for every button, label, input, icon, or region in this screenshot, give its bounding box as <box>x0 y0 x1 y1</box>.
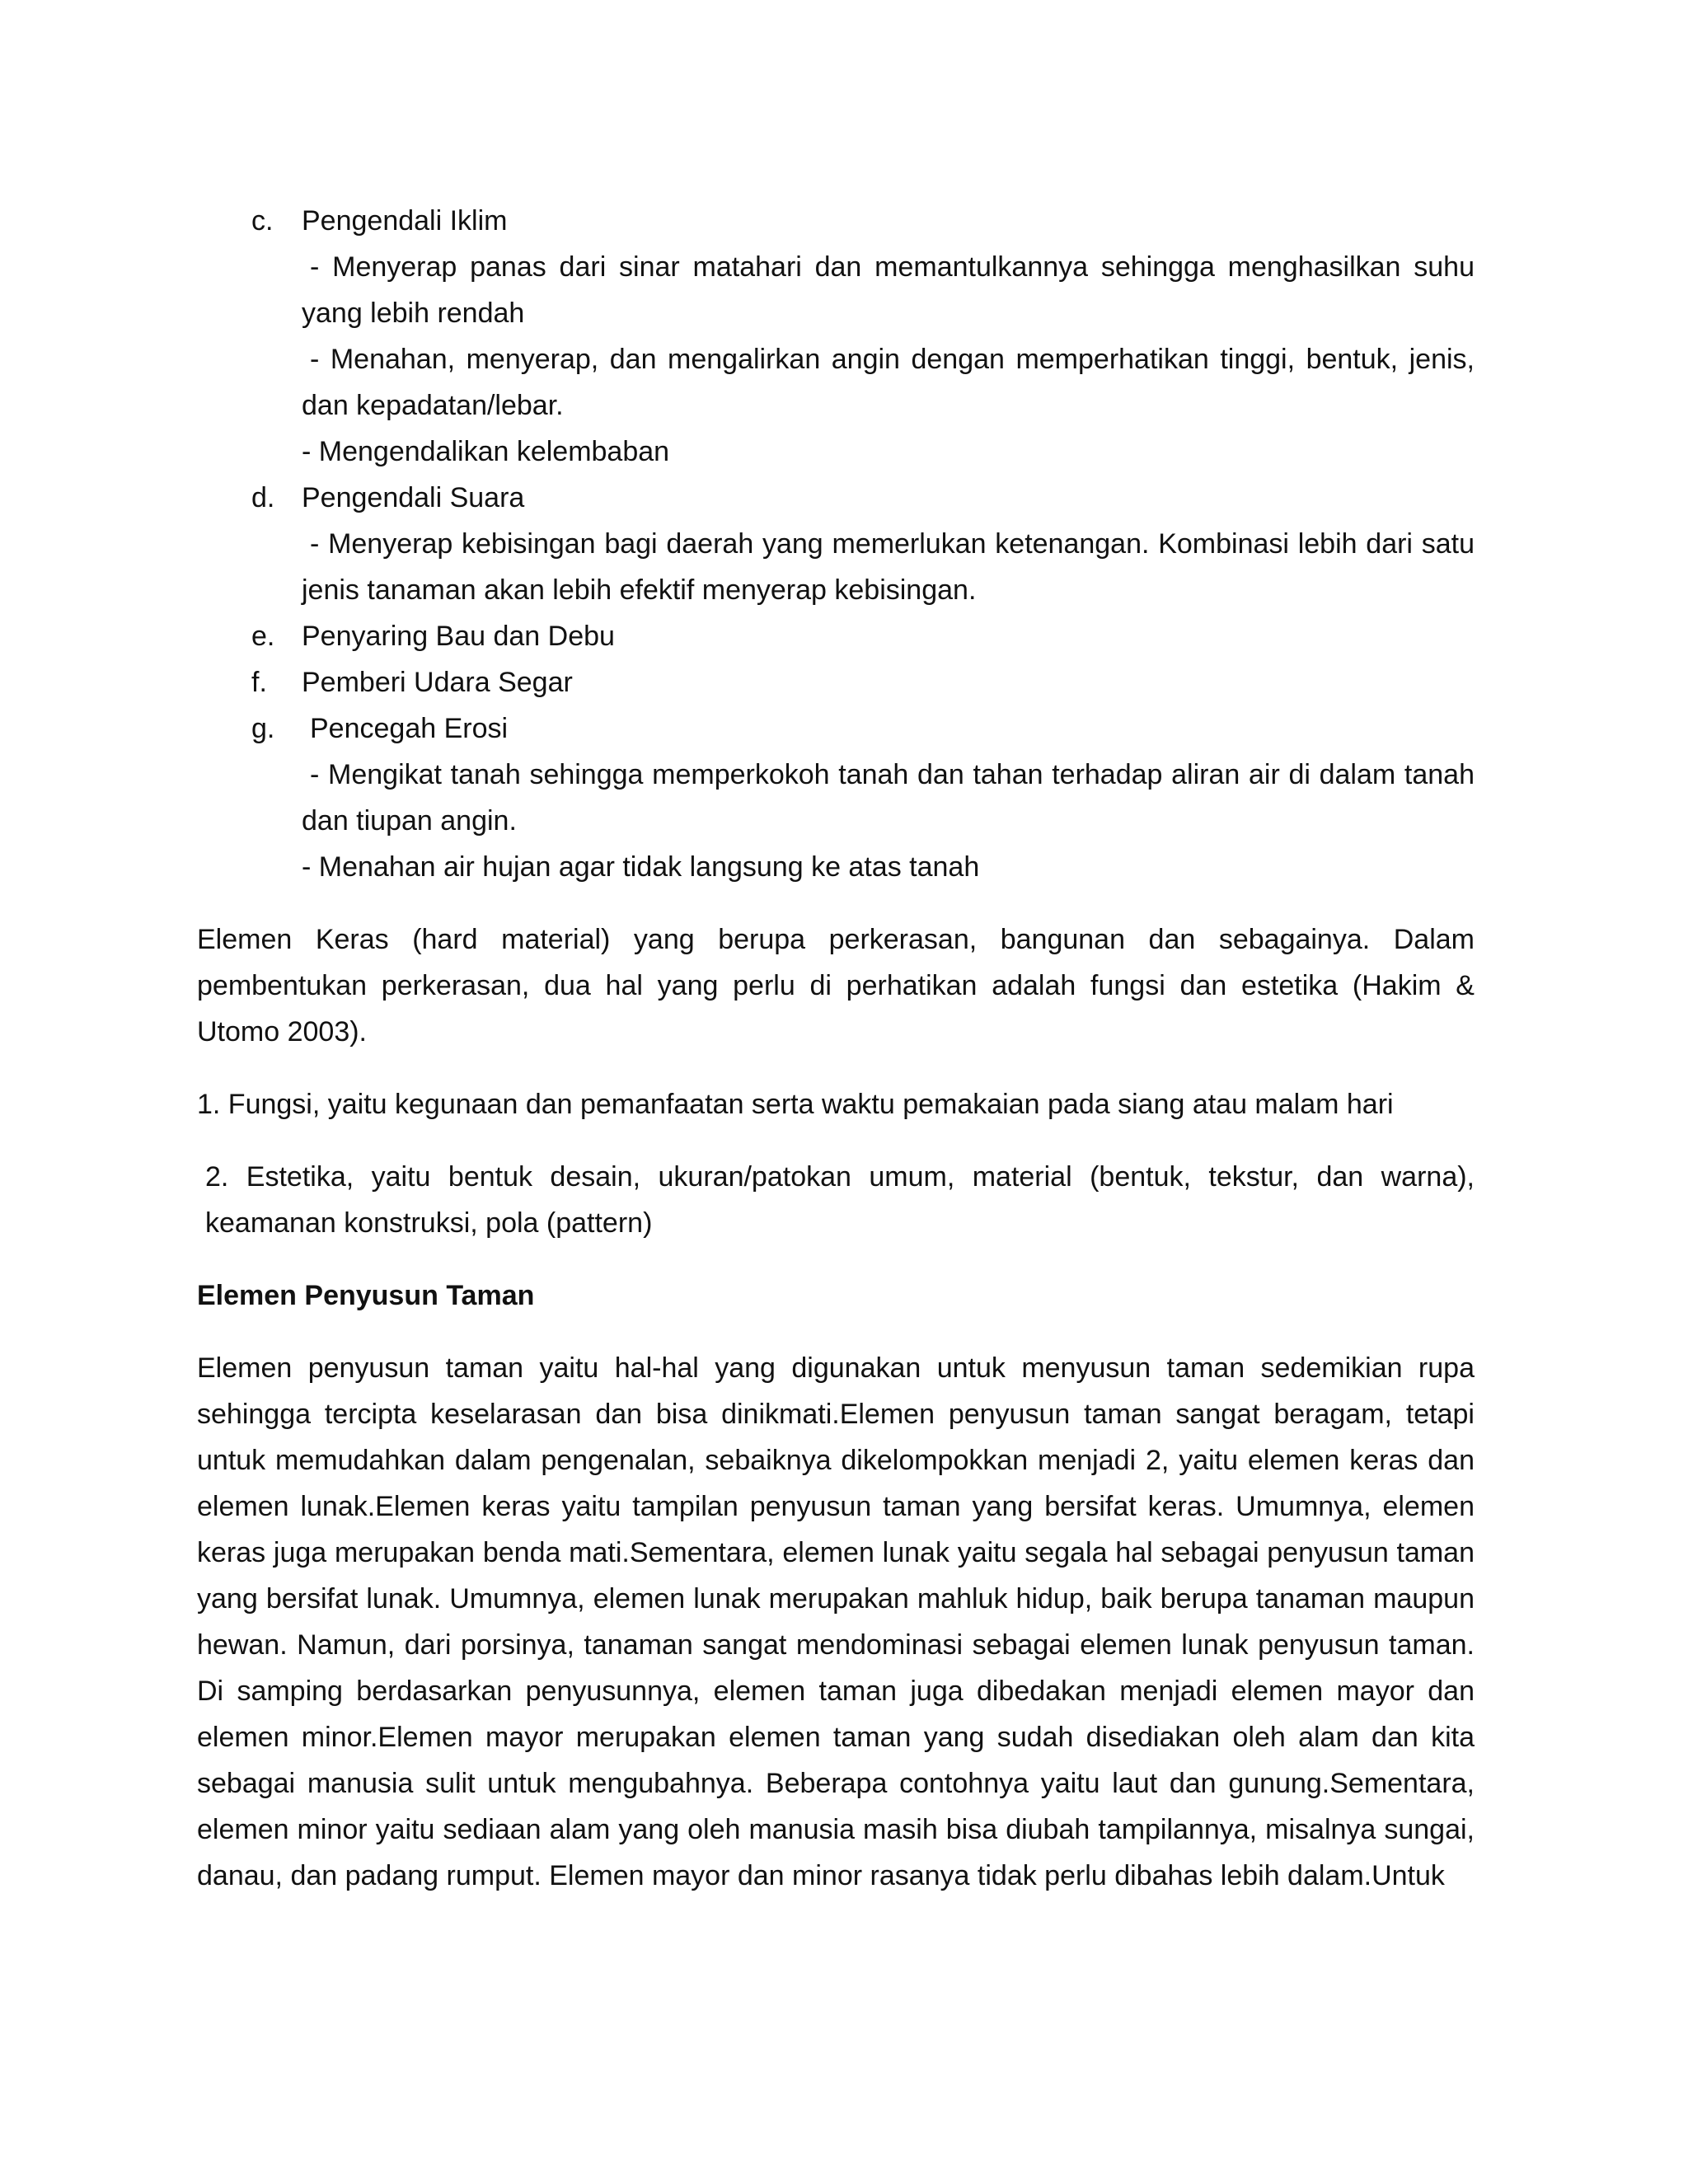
list-item-e <box>197 613 1475 659</box>
spacer <box>197 1319 1475 1345</box>
hard-material-point-1: 1. Fungsi, yaitu kegunaan dan pemanfaatan serta waktu pemakaian pada siang atau malam hari <box>197 1089 1394 1120</box>
list-item-title: Pemberi Udara Segar <box>302 667 573 698</box>
spacer <box>197 1055 1475 1081</box>
section-paragraph: Elemen penyusun taman yaitu hal-hal yang digunakan untuk menyusun taman sedemikian rupa sehingga tercipta keselarasan dan bisa dinikmati.Elemen penyusun taman sangat beragam, tetapi untuk memudahkan dalam pengenalan, sebaiknya dikelompokkan menjadi 2, yaitu elemen keras dan elemen lunak.Elemen keras yaitu tampilan penyusun taman yang bersifat keras. Umumnya, elemen keras juga merupakan benda mati.Sementara, elemen lunak yaitu segala hal sebagai penyusun taman yang bersifat lunak. Umumnya, elemen lunak merupakan mahluk hidup, baik berupa tanaman maupun hewan. Namun, dari porsinya, tanaman sangat mendominasi sebagai elemen lunak penyusun taman. Di samping berdasarkan penyusunnya, elemen taman juga dibedakan menjadi elemen mayor dan elemen minor.Elemen mayor merupakan elemen taman yang sudah disediakan oleh alam dan kita sebagai manusia sulit untuk mengubahnya. Beberapa contohnya yaitu laut dan gunung.Sementara, elemen minor yaitu sediaan alam yang oleh manusia masih bisa diubah tampilannya, misalnya sungai, danau, dan padang rumput. Elemen mayor dan minor rasanya tidak perlu dibahas lebih dalam.Untuk <box>197 1352 1475 1891</box>
list-item-detail: - Menahan air hujan agar tidak langsung ke atas tanah <box>302 851 980 883</box>
list-item-detail: - Menyerap kebisingan bagi daerah yang memerlukan ketenangan. Kombinasi lebih dari satu jenis tanaman akan lebih efektif menyerap kebisingan. <box>302 528 1475 606</box>
list-marker: f. <box>251 667 267 698</box>
list-item-f <box>197 659 1475 705</box>
list-item-title: Penyaring Bau dan Debu <box>302 621 615 652</box>
spacer <box>197 1246 1475 1272</box>
list-marker: g. <box>251 713 275 744</box>
list-item-detail: - Mengikat tanah sehingga memperkokoh tanah dan tahan terhadap aliran air di dalam tanah dan tiupan angin. <box>302 759 1475 837</box>
hard-material-paragraph: Elemen Keras (hard material) yang berupa perkerasan, bangunan dan sebagainya. Dalam pembentukan perkerasan, dua hal yang perlu di perhatikan adalah fungsi dan estetika (Hakim & Utomo 2003). <box>197 924 1475 1047</box>
list-item-title: Pencegah Erosi <box>310 713 509 744</box>
list-item-detail: - Menahan, menyerap, dan mengalirkan angin dengan memperhatikan tinggi, bentuk, jenis, dan kepadatan/lebar. <box>302 344 1475 421</box>
spacer <box>197 890 1475 916</box>
list-item-d <box>197 475 1475 613</box>
list-item-c <box>197 198 1475 475</box>
list-marker: d. <box>251 482 275 513</box>
list-item-detail: - Menyerap panas dari sinar matahari dan memantulkannya sehingga menghasilkan suhu yang lebih rendah <box>302 251 1475 329</box>
section-heading: Elemen Penyusun Taman <box>197 1280 535 1311</box>
hard-material-point-2: 2. Estetika, yaitu bentuk desain, ukuran/patokan umum, material (bentuk, tekstur, dan warna), keamanan konstruksi, pola (pattern) <box>205 1161 1475 1239</box>
list-item-detail: - Mengendalikan kelembaban <box>302 436 670 467</box>
list-item-title: Pengendali Iklim <box>302 205 508 237</box>
list-marker: e. <box>251 621 275 652</box>
list-item-g <box>197 705 1475 890</box>
spacer <box>197 1127 1475 1154</box>
list-item-title: Pengendali Suara <box>302 482 525 513</box>
page-content <box>197 198 1475 1899</box>
list-marker: c. <box>251 205 274 237</box>
